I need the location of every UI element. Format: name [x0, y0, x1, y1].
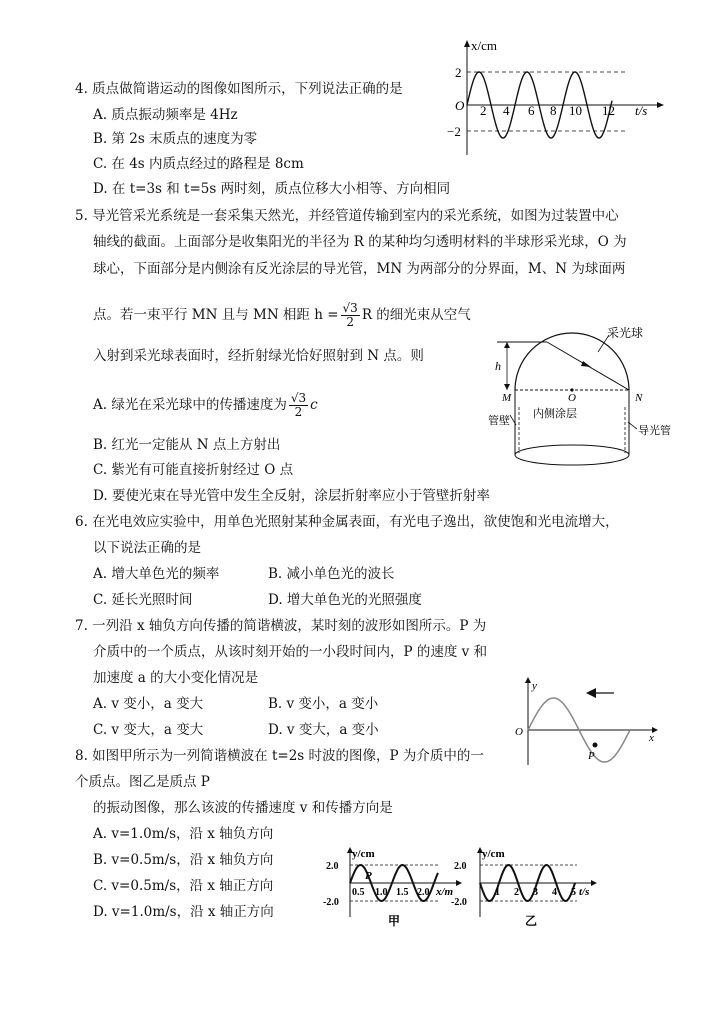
q6-option-c[interactable]: C. 延长光照时间 [93, 592, 193, 608]
q8-yi-x-label: t/s [579, 886, 590, 898]
q8-line-2: 个质点。图乙是质点 P [75, 774, 210, 790]
q4-option-c[interactable]: C. 在 4s 内质点经过的路程是 8cm [93, 156, 304, 172]
q8-figure-jia [320, 845, 465, 930]
q5-line-4-b: R 的细光束从空气 [361, 307, 471, 323]
q8-jia-x-tick: 1.0 [375, 887, 388, 898]
q8-jia-x-label: x/m [436, 886, 454, 898]
q7-option-d[interactable]: D. v 变大，a 变小 [268, 722, 379, 738]
q8-jia-x-tick: 2.0 [417, 887, 430, 898]
q6-line-2: 以下说法正确的是 [93, 540, 201, 556]
q5-sphere-label: 采光球 [607, 326, 644, 340]
q4-option-d[interactable]: D. 在 t=3s 和 t=5s 两时刻，质点位移大小相等、方向相同 [93, 181, 451, 197]
q6-option-b[interactable]: B. 减小单色光的波长 [268, 566, 395, 582]
q8-yi-x-tick: 5 [571, 887, 576, 898]
q4-x-tick: 6 [528, 103, 535, 118]
q4-x-tick: 8 [550, 103, 557, 118]
q8-option-b[interactable]: B. v=0.5m/s，沿 x 轴负方向 [93, 852, 274, 868]
q5-line-2: 轴线的截面。上面部分是收集阳光的半径为 R 的某种均匀透明材料的半球形采光球，O 为 [93, 234, 627, 250]
q4-option-b[interactable]: B. 第 2s 末质点的速度为零 [93, 131, 258, 147]
q8-yi-caption: 乙 [525, 914, 538, 928]
q7-x-label: x [649, 732, 654, 744]
q7-point-p [593, 743, 598, 748]
q8-yi-x-tick: 2 [514, 887, 519, 898]
q5-speed-fraction: $\frac{√3}{2}$ [290, 391, 307, 419]
q4-option-a[interactable]: A. 质点振动频率是 4Hz [93, 107, 238, 123]
q4-y-tick-neg: −2 [447, 124, 461, 139]
q4-origin-label: O [455, 98, 465, 113]
q4-oscillation-graph [445, 35, 665, 160]
q5-option-a[interactable]: A. 绿光在采光球中的传播速度为 $\frac{√3}{2}$ c [93, 391, 318, 419]
q5-h-label: h [495, 359, 501, 373]
q4-x-tick: 10 [569, 103, 582, 118]
q5-line-4-a: 点。若一束平行 MN 且与 MN 相距 h = [93, 307, 339, 323]
q8-yi-x-tick: 1 [495, 887, 500, 898]
q8-option-a[interactable]: A. v=1.0m/s，沿 x 轴负方向 [93, 826, 274, 842]
q6-option-d[interactable]: D. 增大单色光的光照强度 [268, 592, 422, 608]
q8-jia-y-label: y/cm [352, 848, 375, 860]
q4-y-axis-label: x/cm [471, 38, 497, 53]
q7-option-a[interactable]: A. v 变小，a 变大 [93, 696, 204, 712]
q7-option-b[interactable]: B. v 变小，a 变小 [268, 696, 379, 712]
q5-line-1: 5. 导光管采光系统是一套采集天然光，并经管道传输到室内的采光系统，如图为过装置中心 [75, 208, 619, 224]
q5-line-3: 球心，下面部分是内侧涂有反光涂层的导光管，MN 为两部分的分界面，M、N 为球面两 [93, 261, 626, 277]
q8-yi-x-tick: 3 [533, 887, 538, 898]
q4-x-tick: 4 [503, 103, 510, 118]
q4-y-tick-pos: 2 [455, 65, 462, 80]
q8-yi-x-tick: 4 [552, 887, 557, 898]
q8-jia-p-label: P [365, 870, 372, 882]
q8-jia-y-tick: 2.0 [326, 861, 339, 872]
q4-x-tick: 2 [480, 103, 487, 118]
q8-jia-y-tick: -2.0 [323, 897, 339, 908]
q5-n-label: N [635, 392, 643, 404]
q5-o-label: O [568, 392, 576, 404]
q8-figure-yi [451, 845, 600, 930]
q4-x-axis-label: t/s [635, 103, 648, 118]
q5-line-5: 入射到采光球表面时，经折射绿光恰好照射到 N 点。则 [93, 348, 424, 364]
q5-option-b[interactable]: B. 红光一定能从 N 点上方射出 [93, 437, 281, 453]
q8-yi-y-tick: -2.0 [451, 897, 467, 908]
q8-line-3: 的振动图像，那么该波的传播速度 v 和传播方向是 [93, 800, 393, 816]
q8-jia-caption: 甲 [388, 914, 401, 928]
q6-option-a[interactable]: A. 增大单色光的频率 [93, 566, 220, 582]
q5-m-label: M [502, 392, 512, 404]
q7-line-1: 7. 一列沿 x 轴负方向传播的简谐横波，某时刻的波形如图所示。P 为 [75, 618, 487, 634]
q5-wall-label: 管壁 [488, 415, 510, 427]
q6-line-1: 6. 在光电效应实验中，用单色光照射某种金属表面，有光电子逸出，欲使饱和光电流增大， [75, 514, 619, 530]
q7-line-2: 介质中的一个质点，从该时刻开始的一小段时间内，P 的速度 v 和 [93, 644, 488, 660]
q8-jia-x-tick: 1.5 [396, 887, 409, 898]
q5-line-4 [93, 302, 471, 329]
q5-h-fraction: $\frac{√3}{2}$ [342, 301, 358, 329]
q5-option-c[interactable]: C. 紫光有可能直接折射经过 O 点 [93, 462, 294, 478]
q5-light-pipe-figure [485, 325, 685, 475]
q8-jia-x-tick: 0.5 [352, 887, 365, 898]
q5-coating-label: 内侧涂层 [533, 408, 577, 420]
q7-wave-figure [510, 675, 660, 770]
q8-line-1: 8. 如图甲所示为一列简谐横波在 t=2s 时波的图像，P 为介质中的一 [75, 748, 484, 764]
q4-x-tick: 12 [602, 103, 615, 118]
q8-option-c[interactable]: C. v=0.5m/s，沿 x 轴正方向 [93, 878, 274, 894]
q8-yi-y-label: y/cm [482, 848, 505, 860]
q4-stem: 4. 质点做简谐运动的图像如图所示，下列说法正确的是 [75, 81, 403, 97]
left-arrow-head-icon [586, 688, 596, 698]
q5-option-d[interactable]: D. 要使光束在导光管中发生全反射，涂层折射率应小于管壁折射率 [93, 488, 490, 504]
q8-yi-y-tick: 2.0 [454, 861, 467, 872]
q5-pipe-label: 导光管 [638, 425, 671, 437]
q8-option-d[interactable]: D. v=1.0m/s，沿 x 轴正方向 [93, 904, 274, 920]
q7-line-3: 加速度 a 的大小变化情况是 [93, 670, 259, 686]
q7-origin-label: O [515, 726, 523, 738]
q7-option-c[interactable]: C. v 变大，a 变大 [93, 722, 204, 738]
q7-p-label: P [588, 750, 595, 762]
q7-y-label: y [532, 680, 537, 692]
